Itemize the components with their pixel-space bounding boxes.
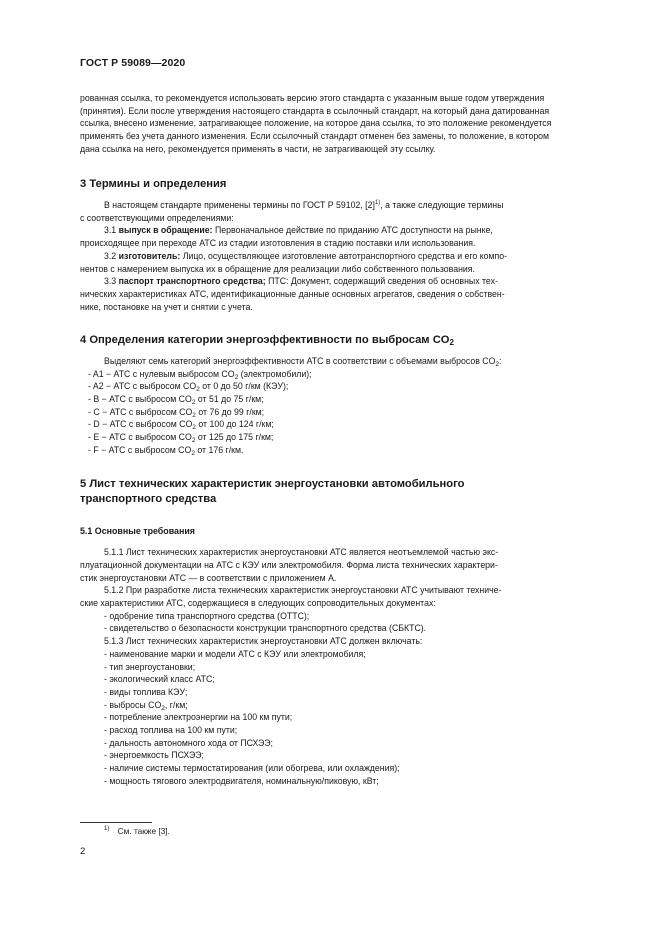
list-item: - энергоемкость ПСХЭЭ;: [104, 750, 204, 761]
section-5-heading: 5 Лист технических характеристик энергоустановки автомобильного транспортного средства: [80, 478, 465, 505]
footnote-mark: 1): [104, 826, 110, 832]
documents-list: [80, 610, 580, 635]
list-item: - потребление электроэнергии на 100 км пути;: [104, 712, 293, 723]
list-item: - D − АТС с выбросом $CO_2$ от 100 до 124 г/км;: [88, 419, 274, 432]
paragraph-5-1-1: 5.1.1 Лист технических характеристик энергоустановки АТС является неотъемлемой частью экс- плуатационной документации на АТС с КЭУ или электромобиля. Форма листа технических характери- стик энергоустановки АТС — в соответствии с приложением А.: [80, 547, 499, 583]
section-4-heading: 4 Определения категории энергоэффективности по выбросам $CO_2$: [80, 334, 454, 348]
list-item: - F − АТС с выбросом $CO_2$ от 176 г/км.: [88, 444, 244, 457]
document-header: ГОСТ Р 59089—2020: [80, 57, 186, 69]
subsection-5-1-heading: 5.1 Основные требования: [80, 526, 195, 537]
section-3-heading: 3 Термины и определения: [80, 177, 227, 190]
footnote: [104, 826, 170, 836]
list-item: - наличие системы термостатирования (или обогрева, или охлаждения);: [104, 763, 400, 774]
includes-list: [80, 648, 580, 788]
list-item: - A1 − АТС с нулевым выбросом $CO_2$ (электромобили);: [88, 368, 312, 381]
footnote-text: См. также [3].: [117, 826, 170, 836]
list-item: - виды топлива КЭУ;: [104, 686, 188, 697]
category-list: [80, 368, 580, 457]
list-item: - одобрение типа транспортного средства (ОТТС);: [104, 610, 310, 621]
section-3-lead: В настоящем стандарте применены термины по ГОСТ Р 59102, $[2]^{1)}$, а также следующие термины с соответствующими определениями:: [80, 200, 504, 223]
term-3-3: 3.3 паспорт транспортного средства; ПТС: Документ, содержащий сведения об основных тех- нических характеристиках АТС, идентификационные данные основных агрегатов, сведения о собствен- нике, постановке на учет и снятии с учета.: [80, 276, 505, 312]
term-3-2: 3.2 изготовитель: Лицо, осуществляющее изготовление автотранспортного средства и его компо- нентов с намерением выпуска их в обращение для реализации либо собственного пользования.: [80, 250, 508, 274]
footnote-divider: [80, 822, 152, 823]
term-label: изготовитель:: [118, 250, 181, 261]
list-item: - выбросы $CO_2$, г/км;: [104, 699, 188, 712]
section-4-lead: Выделяют семь категорий энергоэффективности АТС в соответствии с объемами выбросов $CO_2$:: [104, 355, 502, 368]
term-3-1: 3.1 выпуск в обращение: Первоначальное действие по приданию АТС доступности на рынке, происходящее при переходе АТС из стадии изготовления в стадию поставки или использования.: [80, 225, 493, 249]
list-item: - дальность автономного хода от ПСХЭЭ;: [104, 737, 273, 748]
list-item: - B − АТС с выбросом $CO_2$ от 51 до 75 г/км;: [88, 393, 264, 406]
footnote-ref: 1): [374, 200, 381, 207]
term-label: паспорт транспортного средства;: [118, 276, 266, 287]
list-item: - расход топлива на 100 км пути;: [104, 725, 238, 736]
list-item: - A2 − АТС с выбросом $CO_2$ от 0 до 50 г/км (КЭУ);: [88, 381, 289, 394]
list-item: - тип энергоустановки;: [104, 661, 196, 672]
paragraph-5-1-2: 5.1.2 При разработке листа технических характеристик энергоустановки АТС учитывают техниче- ские характеристики АТС, содержащиеся в следующих сопроводительных документах:: [80, 585, 502, 608]
document-body: [80, 90, 580, 788]
page-number: 2: [80, 846, 86, 857]
paragraph-5-1-3: 5.1.3 Лист технических характеристик энергоустановки АТС должен включать:: [104, 636, 423, 647]
term-label: выпуск в обращение:: [118, 225, 213, 236]
list-item: - мощность тягового электродвигателя, номинальную/пиковую, кВт;: [104, 775, 379, 786]
list-item: - свидетельство о безопасности конструкции транспортного средства (СБКТС).: [104, 623, 427, 634]
list-item: - экологический класс АТС;: [104, 674, 215, 685]
list-item: - наименование марки и модели АТС с КЭУ или электромобиля;: [104, 648, 366, 659]
list-item: - C − АТС с выбросом $CO_2$ от 76 до 99 г/км;: [88, 406, 265, 419]
intro-paragraph: рованная ссылка, то рекомендуется использовать версию этого стандарта с указанным выше годом утверждения (принятия). Если после утверждения настоящего стандарта в ссылочный стандарт, на который дана датированная ссылка, внесено изменение, затрагивающее положение, на которое дана ссылка, то это положение рекомендуется применять без учета данного изменения. Если ссылочный стандарт отменен без замены, то положение, в котором дана ссылка на него, рекомендуется применять в части, не затрагивающей эту ссылку.: [80, 93, 552, 154]
list-item: - E − АТС с выбросом $CO_2$ от 125 до 175 г/км;: [88, 432, 274, 445]
